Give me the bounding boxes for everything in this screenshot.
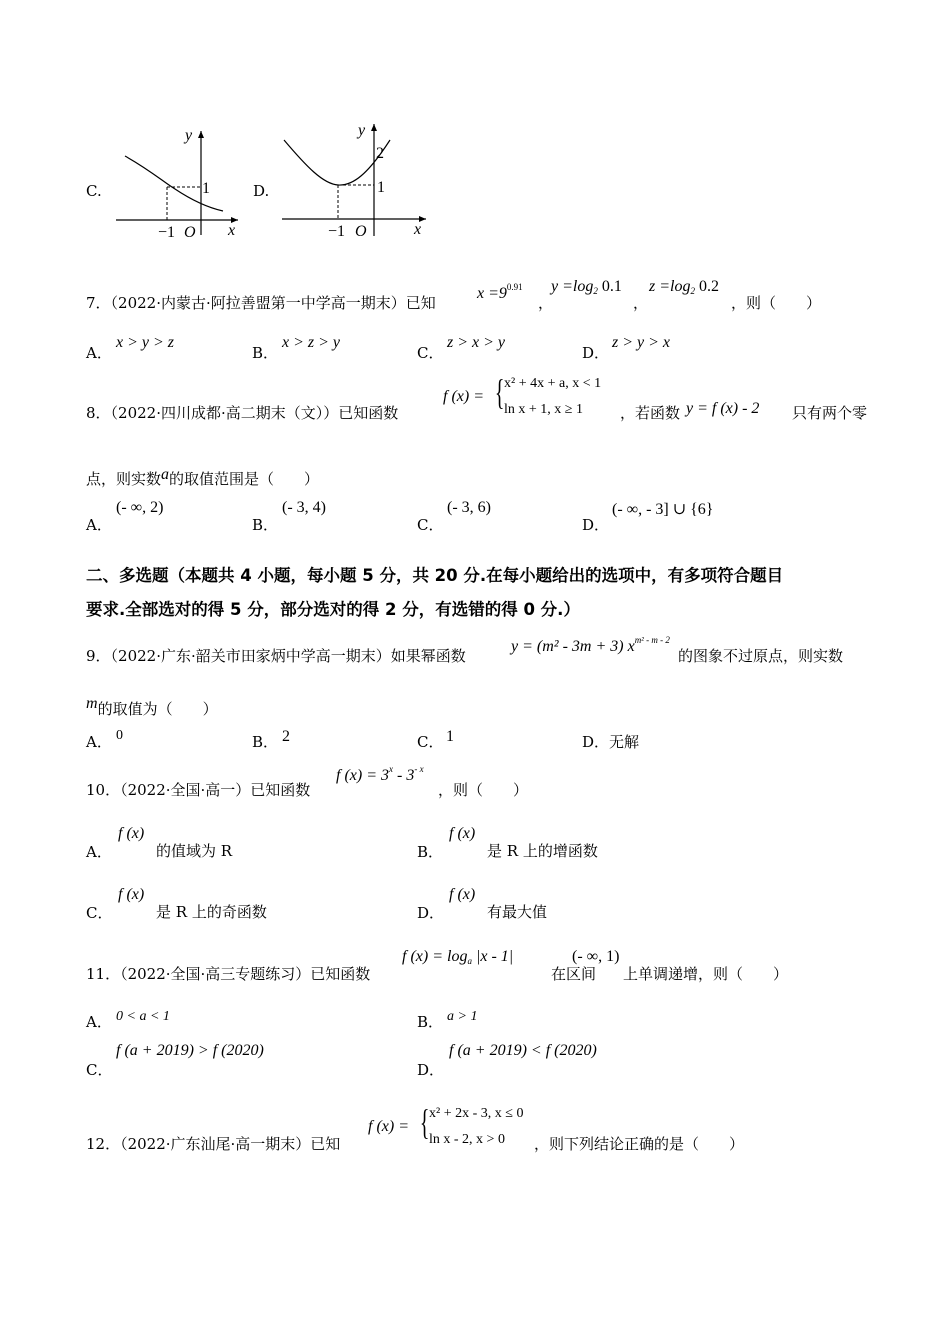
- q10-option-a-math: f (x): [118, 825, 145, 842]
- q9-option-d: D．无解: [582, 733, 640, 751]
- q11-question: 11．（2022·全国·高三专题练习）已知函数: [86, 965, 371, 983]
- q11-tail: 上单调递增，则（ ）: [623, 965, 789, 983]
- q8-option-c-math: (- 3, 6): [447, 499, 491, 516]
- section2-heading-line1: 二、多选题（本题共 4 小题，每小题 5 分，共 20 分.在每小题给出的选项中，有多项符合题目: [86, 566, 784, 585]
- q7-source: （2022·内蒙古·阿拉善盟第一中学高一期末）已知: [110, 294, 436, 312]
- q12-f-lhs: f (x) =: [368, 1118, 409, 1135]
- graph-d-one-label: 1: [377, 179, 385, 196]
- graph-d-x-label: x: [414, 221, 422, 238]
- q7-option-a: A．: [86, 344, 112, 362]
- graph-d-y-label: y: [358, 122, 366, 139]
- q12-brace: {: [419, 1102, 430, 1142]
- q8-case-2: ln x + 1, x ≥ 1: [504, 402, 583, 417]
- graph-c-y-label: y: [185, 127, 193, 144]
- q11-option-b: B．: [417, 1013, 444, 1031]
- q9-line2: m的取值为（ ）: [86, 695, 218, 718]
- q7-option-b: B．: [252, 344, 279, 362]
- graph-c-one-label: 1: [202, 180, 210, 197]
- q9-option-b-math: 2: [282, 728, 290, 745]
- q10-option-a-text: 的值域为 R: [156, 842, 233, 860]
- q9-option-a-math: 0: [116, 728, 123, 743]
- q7-option-b-math: x > z > y: [282, 334, 341, 351]
- q11-func: f $(x) = \log_a |x - 1|$: [402, 948, 514, 966]
- q11-option-d: D．: [417, 1061, 445, 1079]
- q7-sep-2: ，: [633, 294, 649, 312]
- q7-option-a-math: x > y > z: [116, 334, 175, 351]
- q8-brace: {: [494, 372, 505, 412]
- q12-question: 12．（2022·广东汕尾·高一期末）已知: [86, 1135, 341, 1153]
- q10-option-a-letter: A．: [86, 843, 112, 861]
- q9-question: 9．（2022·广东·韶关市田家炳中学高一期末）如果幂函数: [86, 647, 466, 665]
- q7-z-def: $z =\log_2$ 0.2: [649, 278, 719, 296]
- q9-option-c-math: 1: [446, 728, 454, 745]
- q10-option-b-letter: B．: [417, 843, 444, 861]
- q8-line2: 点，则实数a的取值范围是（ ）: [86, 466, 320, 488]
- q7-x-def: $x =9^{0.91}$: [477, 282, 523, 302]
- q11-option-a: A．: [86, 1013, 112, 1031]
- q10-option-b-text: 是 R 上的增函数: [487, 842, 598, 860]
- q11-mid: 在区间: [551, 965, 597, 983]
- q10-option-c-letter: C．: [86, 904, 113, 922]
- q7-option-c-math: z > x > y: [447, 334, 506, 351]
- q12-case-2: ln x - 2, x > 0: [429, 1132, 505, 1147]
- graph-d-neg1-label: −1: [328, 223, 346, 240]
- q10-option-d-math: f (x): [449, 886, 476, 903]
- q7-option-d-math: z > y > x: [612, 334, 671, 351]
- q10-question: 10．（2022·全国·高一）已知函数: [86, 781, 311, 799]
- q10-option-d-letter: D．: [417, 904, 445, 922]
- q7-option-c: C．: [417, 344, 444, 362]
- q9-option-b: B．: [252, 733, 279, 751]
- q7-y-def: $y =\log_2$ 0.1: [551, 278, 622, 296]
- q8-option-a: A．: [86, 516, 112, 534]
- q7-option-d: D．: [582, 344, 610, 362]
- q7-tail: ，则（ ）: [731, 294, 822, 312]
- q8-option-b: B．: [252, 516, 279, 534]
- q10-tail: ，则（ ）: [438, 781, 529, 799]
- q8-option-b-math: (- 3, 4): [282, 499, 326, 516]
- q8-option-d-math: (- ∞, - 3] ∪ {6}: [612, 501, 714, 518]
- q11-option-d-math: f (a + 2019) < f (2020): [449, 1042, 597, 1059]
- q8-case-1: x² + 4x + a, x < 1: [504, 376, 602, 391]
- section2-heading-line2: 要求.全部选对的得 5 分，部分选对的得 2 分，有选错的得 0 分.）: [86, 600, 580, 619]
- q8-f-lhs: f (x) =: [443, 388, 484, 405]
- q8-option-a-math: (- ∞, 2): [116, 499, 164, 516]
- q8-option-c: C．: [417, 516, 444, 534]
- q6-graph-d: [278, 118, 433, 243]
- q11-interval: (- ∞, 1): [572, 948, 620, 965]
- graph-d-origin-label: O: [355, 223, 367, 240]
- q8-option-d: D．: [582, 516, 610, 534]
- q6-option-c-letter: C.: [86, 182, 102, 200]
- q11-option-a-math: 0 < a < 1: [116, 1009, 170, 1024]
- q7-number: 7．: [86, 294, 111, 312]
- q8-g: y = f (x) - 2: [686, 400, 760, 417]
- q10-func: f $(x) = 3^x - 3^{- x}$: [336, 764, 424, 784]
- q12-case-1: x² + 2x - 3, x ≤ 0: [429, 1106, 524, 1121]
- q8-number: 8．: [86, 404, 111, 422]
- q9-func: y = (m² - 3m + 3) $x^{m^2 - m - 2}$: [511, 635, 670, 655]
- q11-option-b-math: a > 1: [447, 1009, 478, 1024]
- q10-option-c-text: 是 R 上的奇函数: [156, 903, 267, 921]
- q10-option-b-math: f (x): [449, 825, 476, 842]
- q11-option-c: C．: [86, 1061, 113, 1079]
- q9-option-c: C．: [417, 733, 444, 751]
- q9-tail: 的图象不过原点，则实数: [678, 647, 844, 665]
- q12-tail: ，则下列结论正确的是（ ）: [534, 1135, 745, 1153]
- q8-source: （2022·四川成都·高二期末（文））已知函数: [110, 404, 399, 422]
- q6-graph-c: [110, 125, 245, 243]
- q11-option-c-math: f (a + 2019) > f (2020): [116, 1042, 264, 1059]
- q7-question: [86, 292, 436, 313]
- q8-tail: 只有两个零: [792, 404, 868, 422]
- graph-c-origin-label: O: [184, 224, 196, 241]
- q6-option-d-letter: D.: [253, 182, 270, 200]
- q7-sep-1: ，: [538, 294, 554, 312]
- q8-question: [86, 402, 398, 423]
- graph-c-x-label: x: [228, 222, 236, 239]
- q10-option-d-text: 有最大值: [487, 903, 548, 921]
- q10-option-c-math: f (x): [118, 886, 145, 903]
- graph-c-neg1-label: −1: [158, 224, 176, 241]
- q8-mid: ，若函数: [620, 404, 681, 422]
- graph-d-two-label: 2: [376, 145, 384, 162]
- q9-option-a: A．: [86, 733, 112, 751]
